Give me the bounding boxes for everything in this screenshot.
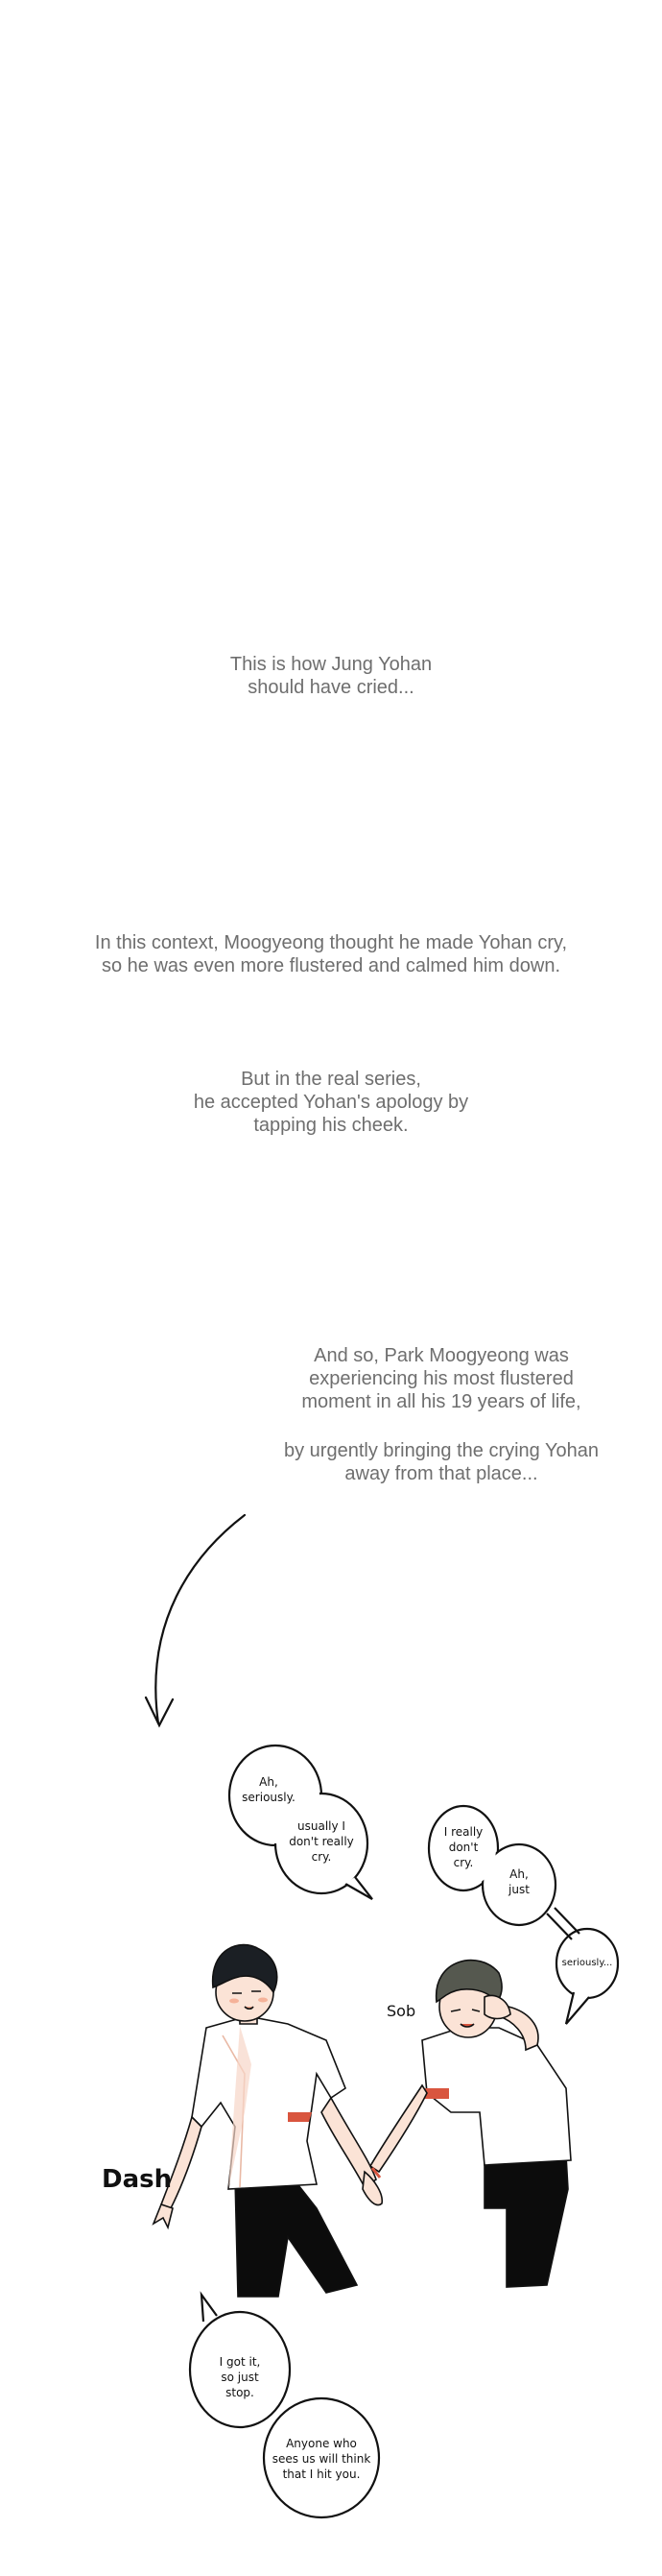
bubble-line: stop. [225, 2386, 254, 2399]
bubble-line: cry. [311, 1850, 332, 1864]
bubble-line: seriously... [561, 1958, 613, 1968]
bubble-line: seriously. [242, 1791, 296, 1804]
bubble-line: Ah, [259, 1775, 278, 1789]
bubble-line: don't [448, 1841, 479, 1854]
narration-line: And so, Park Moogyeong was [314, 1345, 569, 1366]
narration-line: This is how Jung Yohan [229, 654, 433, 675]
bubble-text-left-top [235, 1774, 302, 1805]
bubble-line: Anyone who [286, 2437, 357, 2450]
narration-line: by urgently bringing the crying Yohan [283, 1440, 599, 1461]
bubble-line: I got it, [219, 2355, 261, 2369]
curved-arrow-icon [146, 1515, 245, 1725]
narration-line: In this context, Moogyeong thought he made Yohan cry, [94, 932, 568, 953]
bubble-line: I really [443, 1825, 484, 1839]
sfx-sob: Sob [387, 2002, 416, 2020]
bubble-line: just [508, 1883, 530, 1896]
bubble-line: sees us will think [272, 2452, 371, 2466]
narration-line: so he was even more flustered and calmed him down. [101, 955, 561, 976]
narration-line: he accepted Yohan's apology by [193, 1092, 469, 1113]
bubble-line: Ah, [509, 1867, 529, 1881]
narration-line: But in the real series, [241, 1069, 421, 1090]
sfx-dash: Dash [102, 2165, 173, 2194]
bubble-line: so just [221, 2371, 259, 2384]
narration-line: tapping his cheek. [253, 1115, 409, 1136]
bubble-text-left-bottom [283, 1818, 360, 1865]
bubble-line: don't really [289, 1835, 354, 1848]
bubble-text-right-top [432, 1824, 495, 1870]
character-left [154, 1945, 376, 2297]
narration-line: experiencing his most flustered [309, 1368, 574, 1389]
bubble-text-right-mid [492, 1866, 546, 1897]
narration-line: moment in all his 19 years of life, [301, 1391, 581, 1412]
bubble-text-bottom-bottom [264, 2436, 379, 2482]
bubble-text-right-small [558, 1956, 616, 1971]
bubble-text-bottom-top [201, 2354, 278, 2400]
narration-line: away from that place... [344, 1463, 538, 1484]
bubble-line: that I hit you. [282, 2468, 361, 2481]
narration-line: should have cried... [248, 677, 414, 698]
bubble-line: cry. [453, 1856, 474, 1869]
bubble-line: usually I [297, 1819, 345, 1833]
